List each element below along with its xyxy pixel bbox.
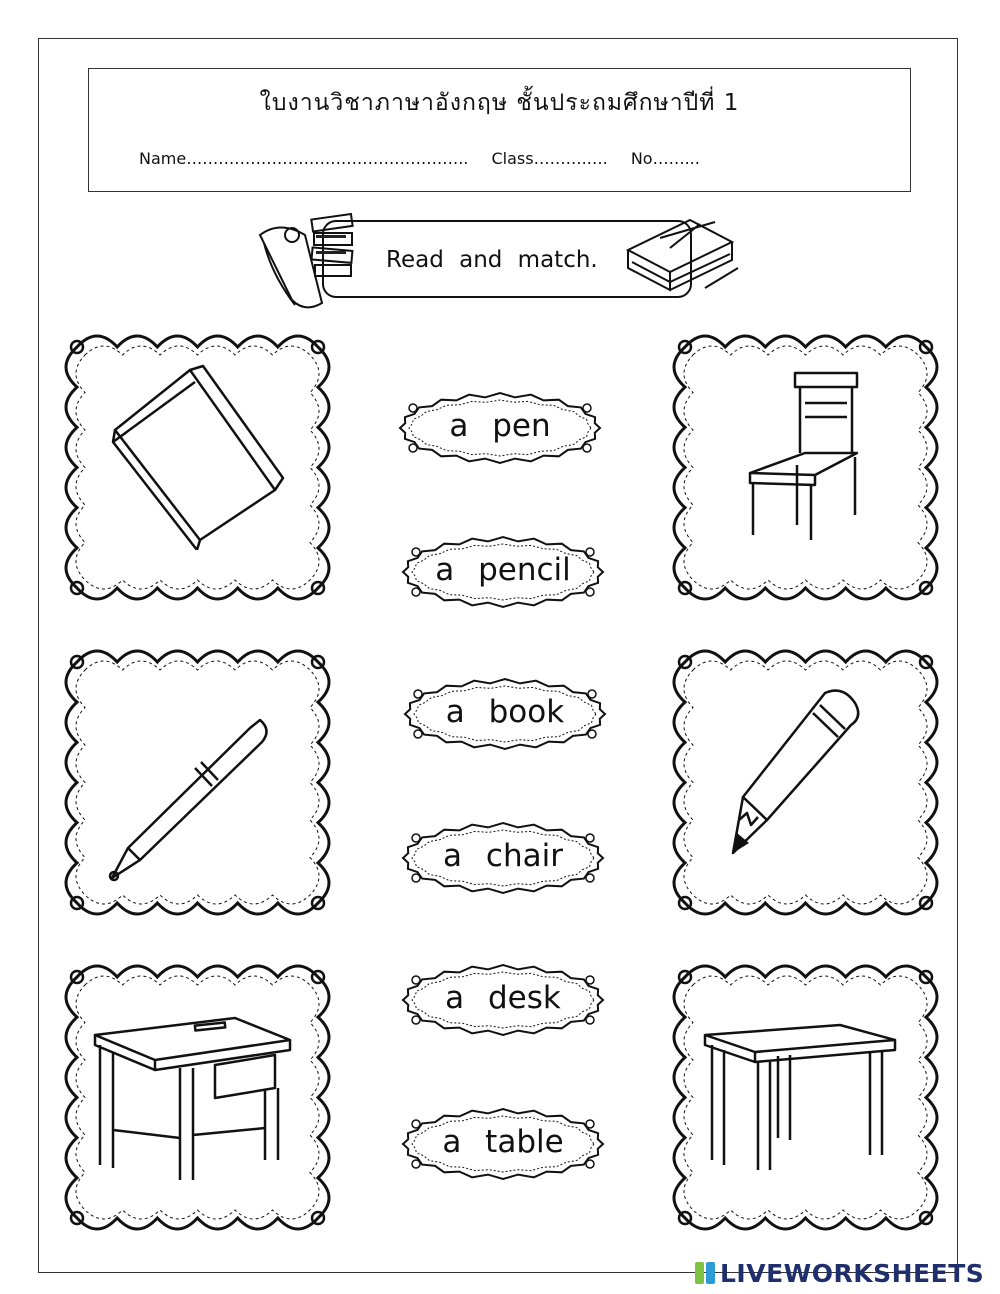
word-label-desk[interactable] xyxy=(398,960,608,1040)
word-label-chair[interactable] xyxy=(398,818,608,898)
books-pencils-decoration-icon xyxy=(620,210,745,300)
word-label-text: a desk xyxy=(445,980,561,1016)
name-field[interactable]: Name…………………………………………….. xyxy=(139,149,469,168)
book-picture-icon[interactable] xyxy=(105,360,285,550)
word-label-text: a table xyxy=(442,1124,564,1160)
word-label-pen[interactable] xyxy=(395,388,605,468)
liveworksheets-logo-icon xyxy=(694,1260,716,1286)
pen-picture-icon[interactable] xyxy=(100,710,280,895)
word-label-book[interactable] xyxy=(400,674,610,754)
worksheet-title: ใบงานวิชาภาษาอังกฤษ ชั้นประถมศึกษาปีที่ 1 xyxy=(259,90,740,116)
word-label-text: a chair xyxy=(443,838,563,874)
brand-name: LIVEWORKSHEETS xyxy=(720,1258,985,1288)
pencil-picture-icon[interactable] xyxy=(725,685,870,865)
header-box xyxy=(88,68,911,192)
table-picture-icon[interactable] xyxy=(700,1020,900,1175)
student-info-fields xyxy=(139,149,718,168)
word-label-pencil[interactable] xyxy=(398,532,608,612)
word-label-text: a pen xyxy=(449,408,551,444)
instruction-text: Read and match. xyxy=(386,247,598,273)
word-label-table[interactable] xyxy=(398,1104,608,1184)
chair-picture-icon[interactable] xyxy=(745,365,870,545)
scroll-books-decoration-icon xyxy=(250,205,365,315)
number-field[interactable]: No……... xyxy=(630,149,700,168)
word-label-text: a pencil xyxy=(435,552,571,588)
brand-footer[interactable] xyxy=(694,1258,984,1288)
desk-picture-icon[interactable] xyxy=(85,1010,300,1185)
class-field[interactable]: Class……….…. xyxy=(491,149,608,168)
word-label-text: a book xyxy=(445,694,565,730)
